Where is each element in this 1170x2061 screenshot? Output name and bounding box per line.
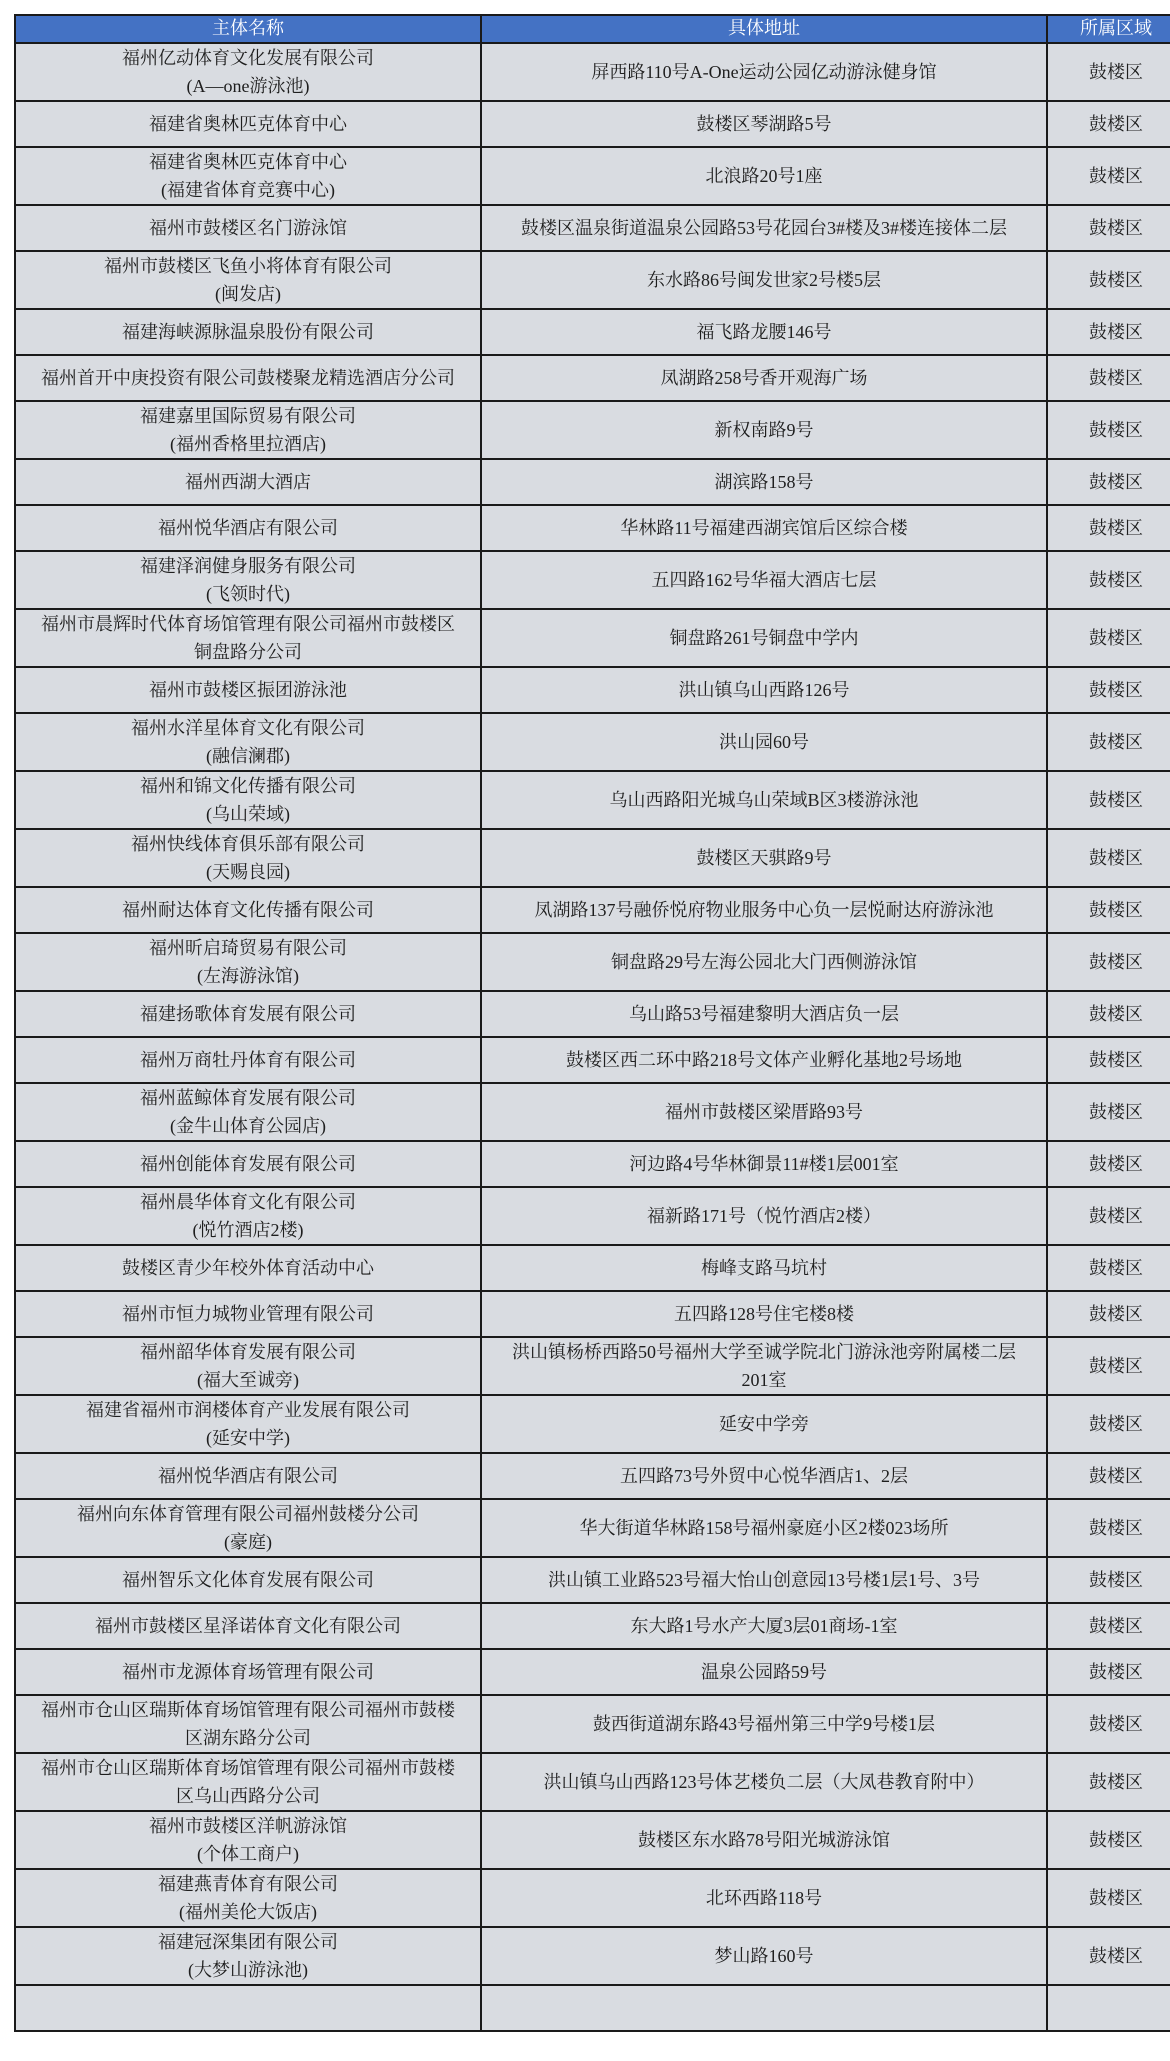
cell-address-line: 屏西路110号A-One运动公园亿动游泳健身馆 [591,62,937,82]
cell-entity-name-line: (乌山荣域) [206,804,290,824]
cell-district: 鼓楼区 [1047,1453,1170,1499]
cell-entity-name [15,401,481,459]
cell-address [481,771,1047,829]
cell-entity-name-line: (金牛山体育公园店) [170,1116,326,1136]
table-row [15,1245,1170,1291]
cell-entity-name-line: (福建省体育竞赛中心) [161,180,335,200]
cell-address [481,43,1047,101]
cell-entity-name [15,1811,481,1869]
cell-entity-name-line: 福州向东体育管理有限公司福州鼓楼分公司 [77,1504,419,1524]
cell-entity-name [15,505,481,551]
cell-entity-name-line: 福州市鼓楼区名门游泳馆 [149,218,347,238]
cell-address [481,1141,1047,1187]
cell-entity-name [15,205,481,251]
cell-district: 鼓楼区 [1047,1649,1170,1695]
cell-entity-name-line: 福州亿动体育文化发展有限公司 [122,48,374,68]
cell-address [481,1083,1047,1141]
cell-address-line: 华大街道华林路158号福州豪庭小区2楼023场所 [579,1518,949,1538]
cell-address-line: 东大路1号水产大厦3层01商场-1室 [630,1616,898,1636]
cell-address [481,667,1047,713]
table-row [15,147,1170,205]
cell-entity-name-line: 福建海峡源脉温泉股份有限公司 [122,322,374,342]
cell-entity-name-line: 福州市龙源体育场管理有限公司 [122,1662,374,1682]
cell-address [481,1453,1047,1499]
cell-entity-name-line: 福建泽润健身服务有限公司 [140,556,356,576]
table-header-row [15,15,1170,43]
cell-entity-name-line: (悦竹酒店2楼) [192,1220,304,1240]
cell-address [481,101,1047,147]
cell-district: 鼓楼区 [1047,1291,1170,1337]
cell-district: 鼓楼区 [1047,355,1170,401]
cell-district: 鼓楼区 [1047,1869,1170,1927]
cell-entity-name-line: 铜盘路分公司 [194,642,302,662]
cell-address-line: 东水路86号闽发世家2号楼5层 [647,270,881,290]
cell-district [1047,1985,1170,2031]
table-row [15,1187,1170,1245]
cell-entity-name-line: 鼓楼区青少年校外体育活动中心 [122,1258,374,1278]
cell-district: 鼓楼区 [1047,1695,1170,1753]
cell-address-line: 凤湖路137号融侨悦府物业服务中心负一层悦耐达府游泳池 [534,900,994,920]
cell-entity-name [15,887,481,933]
cell-address-line: 乌山西路阳光城乌山荣域B区3楼游泳池 [609,790,919,810]
cell-address [481,1649,1047,1695]
cell-address-line: 河边路4号华林御景11#楼1层001室 [629,1154,899,1174]
cell-entity-name [15,147,481,205]
cell-entity-name [15,251,481,309]
cell-entity-name-line: 福建冠深集团有限公司 [158,1932,338,1952]
cell-entity-name [15,1695,481,1753]
cell-entity-name [15,1869,481,1927]
cell-address-line: 洪山园60号 [719,732,809,752]
cell-district: 鼓楼区 [1047,401,1170,459]
cell-address-line: 鼓楼区天骐路9号 [696,848,832,868]
cell-district: 鼓楼区 [1047,1811,1170,1869]
cell-entity-name-line: (福州美伦大饭店) [179,1902,317,1922]
cell-entity-name-line: 福州市鼓楼区振团游泳池 [149,680,347,700]
cell-address [481,609,1047,667]
cell-entity-name-line: (福大至诚旁) [197,1370,299,1390]
header-entity-name: 主体名称 [15,15,481,43]
cell-address [481,1811,1047,1869]
header-address: 具体地址 [481,15,1047,43]
cell-address-line: 福新路171号（悦竹酒店2楼） [647,1206,881,1226]
cell-address-line: 铜盘路29号左海公园北大门西侧游泳馆 [611,952,917,972]
table-row [15,1141,1170,1187]
cell-district: 鼓楼区 [1047,1141,1170,1187]
cell-address-line: 福州市鼓楼区梁厝路93号 [665,1102,863,1122]
cell-entity-name [15,1603,481,1649]
cell-district: 鼓楼区 [1047,251,1170,309]
table-row [15,1695,1170,1753]
cell-entity-name-line: (延安中学) [206,1428,290,1448]
cell-entity-name-line: (A—one游泳池) [186,76,310,96]
table-row [15,309,1170,355]
cell-entity-name [15,1141,481,1187]
cell-district: 鼓楼区 [1047,1337,1170,1395]
cell-address-line: 五四路128号住宅楼8楼 [674,1304,854,1324]
cell-district: 鼓楼区 [1047,309,1170,355]
cell-entity-name [15,1649,481,1695]
cell-district: 鼓楼区 [1047,1603,1170,1649]
cell-address [481,309,1047,355]
cell-district: 鼓楼区 [1047,887,1170,933]
venue-table [14,14,1170,2032]
cell-district: 鼓楼区 [1047,609,1170,667]
cell-entity-name-line: 福州悦华酒店有限公司 [158,518,338,538]
table-row [15,205,1170,251]
table-row [15,551,1170,609]
cell-address-line: 201室 [741,1370,787,1390]
cell-district: 鼓楼区 [1047,1499,1170,1557]
cell-district: 鼓楼区 [1047,771,1170,829]
cell-entity-name-line: 福州韶华体育发展有限公司 [140,1342,356,1362]
cell-entity-name-line: 福州水洋星体育文化有限公司 [131,718,365,738]
cell-district: 鼓楼区 [1047,43,1170,101]
table-row [15,667,1170,713]
table-row [15,609,1170,667]
cell-entity-name-line: 福州市仓山区瑞斯体育场馆管理有限公司福州市鼓楼 [41,1758,455,1778]
table-row [15,771,1170,829]
cell-address [481,1985,1047,2031]
cell-entity-name [15,43,481,101]
cell-district: 鼓楼区 [1047,205,1170,251]
cell-address-line: 梅峰支路马坑村 [701,1258,827,1278]
table-row [15,1083,1170,1141]
table-row [15,1395,1170,1453]
table-row [15,1927,1170,1985]
cell-address-line: 铜盘路261号铜盘中学内 [669,628,859,648]
cell-address [481,1557,1047,1603]
cell-address-line: 五四路162号华福大酒店七层 [651,570,877,590]
cell-address-line: 温泉公园路59号 [701,1662,827,1682]
cell-entity-name-line: 福州市鼓楼区洋帆游泳馆 [149,1816,347,1836]
cell-entity-name [15,991,481,1037]
cell-address-line: 鼓西街道湖东路43号福州第三中学9号楼1层 [593,1714,935,1734]
cell-entity-name-line: (飞领时代) [206,584,290,604]
cell-district: 鼓楼区 [1047,1927,1170,1985]
cell-entity-name [15,713,481,771]
cell-address-line: 湖滨路158号 [714,472,814,492]
cell-district: 鼓楼区 [1047,505,1170,551]
cell-district: 鼓楼区 [1047,1245,1170,1291]
cell-district: 鼓楼区 [1047,459,1170,505]
cell-entity-name [15,1927,481,1985]
cell-address [481,1037,1047,1083]
cell-entity-name-line: (大梦山游泳池) [188,1960,308,1980]
cell-entity-name-line: 福州创能体育发展有限公司 [140,1154,356,1174]
cell-entity-name-line: 福建省福州市润楼体育产业发展有限公司 [86,1400,410,1420]
cell-entity-name-line: 福州市仓山区瑞斯体育场馆管理有限公司福州市鼓楼 [41,1700,455,1720]
table-row [15,1037,1170,1083]
table-row [15,1985,1170,2031]
cell-entity-name-line: 福州昕启琦贸易有限公司 [149,938,347,958]
cell-address-line: 鼓楼区东水路78号阳光城游泳馆 [638,1830,890,1850]
cell-entity-name [15,459,481,505]
cell-address [481,1753,1047,1811]
table-row [15,1337,1170,1395]
cell-address-line: 福飞路龙腰146号 [696,322,832,342]
cell-entity-name-line: 福州快线体育俱乐部有限公司 [131,834,365,854]
cell-address [481,355,1047,401]
table-row [15,887,1170,933]
cell-entity-name-line: (豪庭) [224,1532,272,1552]
venue-table-container [14,14,1170,2032]
cell-address [481,1499,1047,1557]
table-row [15,505,1170,551]
table-row [15,355,1170,401]
table-row [15,713,1170,771]
cell-district: 鼓楼区 [1047,147,1170,205]
cell-address [481,1245,1047,1291]
cell-entity-name-line: 福州市恒力城物业管理有限公司 [122,1304,374,1324]
cell-entity-name [15,309,481,355]
cell-address [481,551,1047,609]
cell-entity-name-line: 福建嘉里国际贸易有限公司 [140,406,356,426]
cell-entity-name [15,1187,481,1245]
cell-district: 鼓楼区 [1047,829,1170,887]
cell-entity-name [15,1753,481,1811]
table-row [15,1753,1170,1811]
cell-entity-name-line: 福州悦华酒店有限公司 [158,1466,338,1486]
cell-entity-name-line: 福州市鼓楼区星泽诺体育文化有限公司 [95,1616,401,1636]
cell-entity-name [15,551,481,609]
cell-address-line: 鼓楼区西二环中路218号文体产业孵化基地2号场地 [566,1050,962,1070]
cell-district: 鼓楼区 [1047,991,1170,1037]
cell-address [481,251,1047,309]
cell-address-line: 洪山镇乌山西路126号 [678,680,850,700]
cell-entity-name-line: 福州西湖大酒店 [185,472,311,492]
cell-address-line: 北浪路20号1座 [705,166,823,186]
table-row [15,1453,1170,1499]
cell-address-line: 延安中学旁 [719,1414,809,1434]
cell-entity-name [15,933,481,991]
cell-entity-name [15,667,481,713]
cell-entity-name-line: (闽发店) [215,284,281,304]
cell-address [481,401,1047,459]
cell-entity-name-line: 区乌山西路分公司 [176,1786,320,1806]
cell-district: 鼓楼区 [1047,1187,1170,1245]
cell-entity-name [15,1337,481,1395]
cell-address [481,1927,1047,1985]
cell-address-line: 洪山镇工业路523号福大怡山创意园13号楼1层1号、3号 [548,1570,980,1590]
cell-entity-name-line: (融信澜郡) [206,746,290,766]
cell-entity-name [15,1499,481,1557]
cell-address [481,147,1047,205]
cell-district: 鼓楼区 [1047,713,1170,771]
cell-entity-name-line: (个体工商户) [197,1844,299,1864]
cell-district: 鼓楼区 [1047,551,1170,609]
cell-address [481,887,1047,933]
cell-entity-name-line: 福建扬歌体育发展有限公司 [140,1004,356,1024]
cell-address-line: 洪山镇乌山西路123号体艺楼负二层（大凤巷教育附中） [543,1772,985,1792]
table-row [15,1869,1170,1927]
cell-entity-name-line: (天赐良园) [206,862,290,882]
table-row [15,829,1170,887]
cell-address-line: 乌山路53号福建黎明大酒店负一层 [629,1004,899,1024]
cell-entity-name-line: 福州晨华体育文化有限公司 [140,1192,356,1212]
table-row [15,1557,1170,1603]
cell-entity-name-line: 福州市鼓楼区飞鱼小将体育有限公司 [104,256,392,276]
cell-entity-name-line: 福州和锦文化传播有限公司 [140,776,356,796]
cell-entity-name [15,771,481,829]
cell-entity-name [15,1291,481,1337]
cell-entity-name-line: 福州智乐文化体育发展有限公司 [122,1570,374,1590]
table-row [15,401,1170,459]
table-row [15,251,1170,309]
cell-entity-name [15,1083,481,1141]
cell-address [481,1187,1047,1245]
cell-district: 鼓楼区 [1047,1557,1170,1603]
cell-entity-name [15,1985,481,2031]
cell-address [481,829,1047,887]
cell-address-line: 鼓楼区琴湖路5号 [696,114,832,134]
table-row [15,1811,1170,1869]
cell-address-line: 新权南路9号 [714,420,814,440]
cell-address [481,1603,1047,1649]
table-body [15,43,1170,2031]
cell-entity-name [15,1395,481,1453]
cell-address-line: 梦山路160号 [714,1946,814,1966]
cell-entity-name-line: 福建省奥林匹克体育中心 [149,114,347,134]
cell-entity-name-line: 福州市晨辉时代体育场馆管理有限公司福州市鼓楼区 [41,614,455,634]
cell-entity-name [15,101,481,147]
cell-entity-name-line: 福建省奥林匹克体育中心 [149,152,347,172]
cell-entity-name-line: (福州香格里拉酒店) [170,434,326,454]
cell-district: 鼓楼区 [1047,101,1170,147]
cell-address [481,205,1047,251]
cell-district: 鼓楼区 [1047,1037,1170,1083]
cell-entity-name [15,609,481,667]
cell-entity-name-line: 福州蓝鲸体育发展有限公司 [140,1088,356,1108]
cell-address [481,1291,1047,1337]
cell-address [481,713,1047,771]
cell-address-line: 鼓楼区温泉街道温泉公园路53号花园台3#楼及3#楼连接体二层 [521,218,1007,238]
table-row [15,933,1170,991]
cell-address-line: 北环西路118号 [705,1888,823,1908]
cell-entity-name-line: 福州首开中庚投资有限公司鼓楼聚龙精选酒店分公司 [41,368,455,388]
cell-address [481,1695,1047,1753]
table-row [15,101,1170,147]
cell-entity-name [15,1245,481,1291]
table-row [15,991,1170,1037]
cell-district: 鼓楼区 [1047,1083,1170,1141]
cell-district: 鼓楼区 [1047,1395,1170,1453]
cell-address [481,933,1047,991]
cell-entity-name-line: 福州耐达体育文化传播有限公司 [122,900,374,920]
table-row [15,1649,1170,1695]
cell-entity-name-line: (左海游泳馆) [197,966,299,986]
cell-address [481,1337,1047,1395]
cell-address [481,505,1047,551]
cell-district: 鼓楼区 [1047,933,1170,991]
cell-address [481,1395,1047,1453]
table-row [15,459,1170,505]
cell-entity-name [15,1037,481,1083]
table-row [15,1603,1170,1649]
header-district: 所属区域 [1047,15,1170,43]
cell-entity-name-line: 福州万商牡丹体育有限公司 [140,1050,356,1070]
cell-entity-name [15,1557,481,1603]
cell-address [481,459,1047,505]
cell-address-line: 五四路73号外贸中心悦华酒店1、2层 [620,1466,908,1486]
cell-entity-name [15,1453,481,1499]
cell-entity-name [15,829,481,887]
cell-entity-name [15,355,481,401]
table-row [15,1291,1170,1337]
cell-entity-name-line: 区湖东路分公司 [185,1728,311,1748]
cell-entity-name-line: 福建燕青体育有限公司 [158,1874,338,1894]
cell-address [481,991,1047,1037]
cell-address-line: 华林路11号福建西湖宾馆后区综合楼 [620,518,908,538]
cell-address [481,1869,1047,1927]
cell-address-line: 凤湖路258号香开观海广场 [660,368,868,388]
cell-address-line: 洪山镇杨桥西路50号福州大学至诚学院北门游泳池旁附属楼二层 [512,1342,1016,1362]
cell-district: 鼓楼区 [1047,667,1170,713]
table-row [15,43,1170,101]
table-row [15,1499,1170,1557]
cell-district: 鼓楼区 [1047,1753,1170,1811]
